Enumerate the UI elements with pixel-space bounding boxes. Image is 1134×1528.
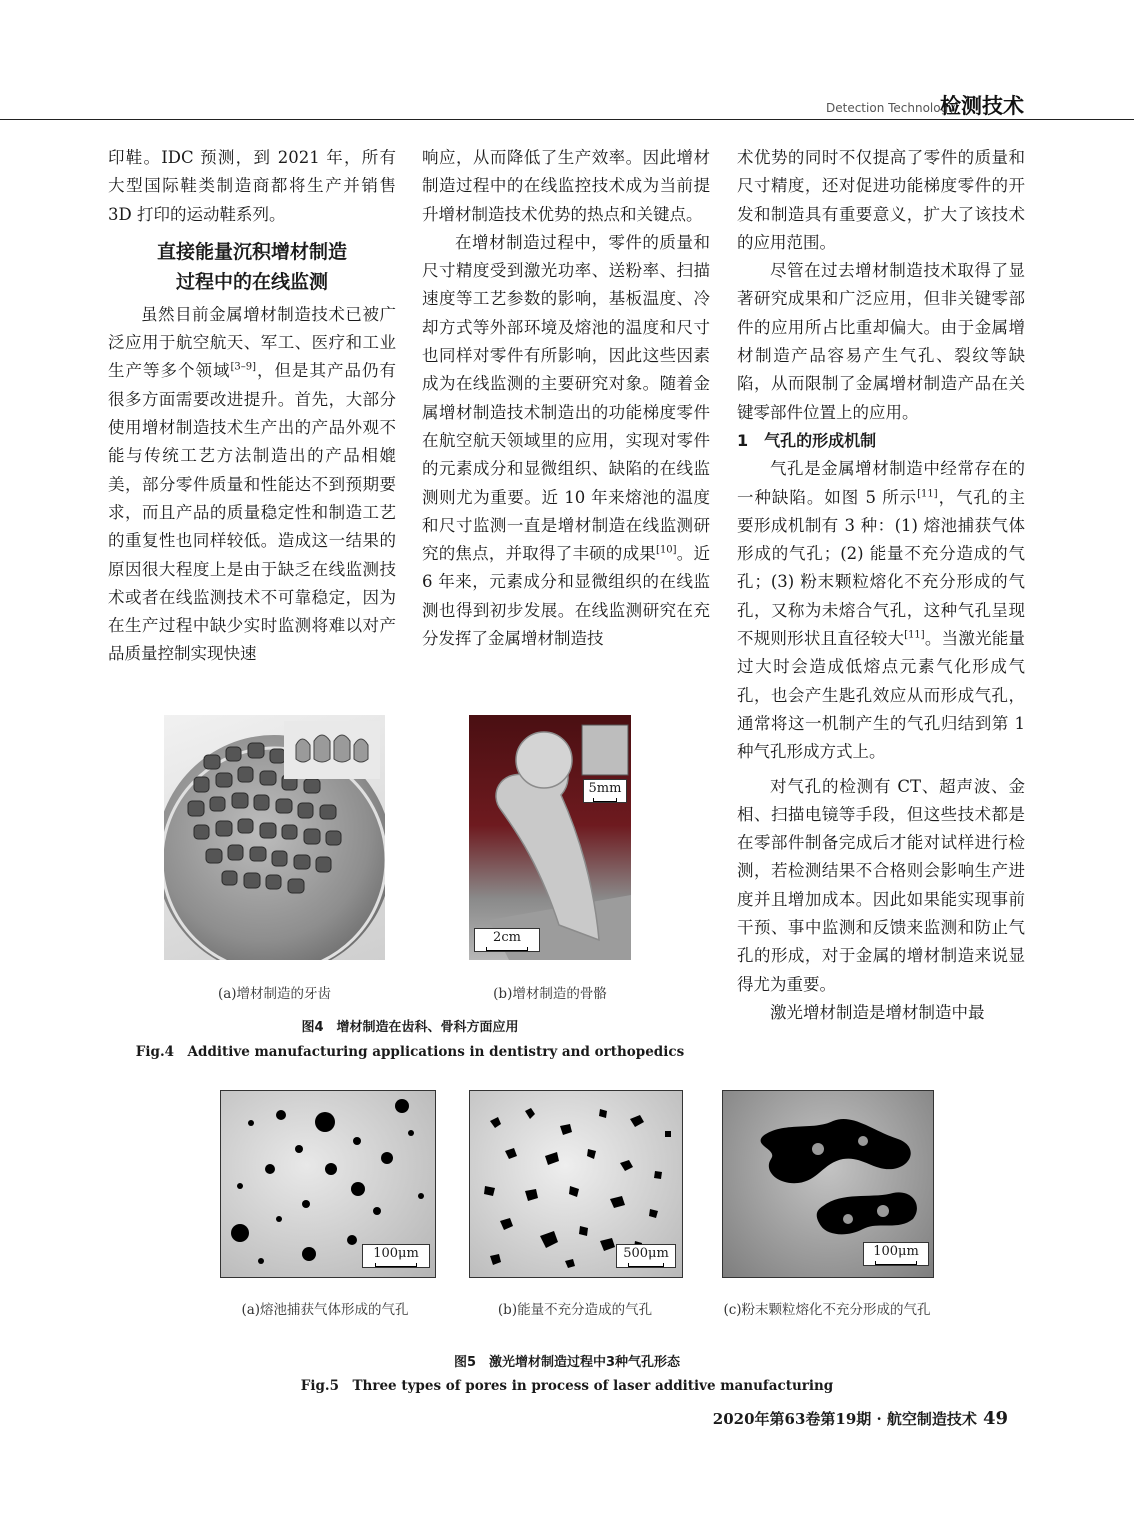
paragraph: 响应，从而降低了生产效率。因此增材制造过程中的在线监控技术成为当前提升增材制造技术优势的热点和关键点。 [422, 148, 710, 224]
subsection-title: 1 气孔的形成机制 [737, 430, 877, 450]
fig5a-caption: (a)熔池捕获气体形成的气孔 [241, 1302, 409, 1318]
fig5a-pores-image [220, 1090, 436, 1278]
paragraph: 对气孔的检测有 CT、超声波、金相、扫描电镜等手段，但这些技术都是在零部件制备完成后才能对试样进行检测，若检测结果不合格则会影响生产进度并且增加成本。因此如果能实现事前干预、事中监测和反馈来监测和防止气孔的形成，对于金属的增材制造来说显得尤为重要。 [737, 776, 1025, 994]
fig5b-scalebar: 500μm [616, 1244, 676, 1268]
page-number: 49 [982, 1408, 1008, 1429]
paragraph: 尽管在过去增材制造技术取得了显著研究成果和广泛应用，但非关键零部件的应用所占比重却偏大。由于金属增材制造产品容易产生气孔、裂纹等缺陷，从而限制了金属增材制造产品在关键零部件位置上的应用。 [737, 261, 1025, 422]
fig5c-pores-image [722, 1090, 934, 1278]
fig4b-caption: (b)增材制造的骨骼 [493, 986, 607, 1002]
header-section-en: Detection Technology [826, 101, 956, 115]
fig5-title-en: Fig.5 Three types of pores in process of laser additive manufacturing [300, 1378, 834, 1394]
paragraph: 虽然目前金属增材制造技术已被广泛应用于航空航天、军工、医疗和工业生产等多个领域[3–9]，但是其产品仍有很多方面需要改进提升。首先，大部分使用增材制造技术生产出的产品外观不能与传统工艺方法制造出的产品相媲美，部分零件质量和性能达不到预期要求，而且产品的质量稳定性和制造工艺的重复性也同样较低。造成这一结果的原因很大程度上是由于缺乏在线监测技术或者在线监测技术不可靠稳定，因为在生产过程中缺少实时监测将难以对产品质量控制实现快速 [108, 304, 397, 664]
header-rule [0, 119, 1134, 120]
citation: [3–9] [230, 361, 257, 373]
citation: [11] [917, 488, 938, 500]
fig4a-caption: (a)增材制造的牙齿 [217, 986, 332, 1002]
fig5c-scalebar: 100μm [863, 1242, 929, 1266]
fig4-title-en: Fig.4 Additive manufacturing applications in dentistry and orthopedics [135, 1044, 685, 1060]
fig5-title-cn: 图5 激光增材制造过程中3种气孔形态 [453, 1355, 681, 1370]
page-footer [713, 1408, 1008, 1429]
text-column-1 [108, 144, 396, 669]
journal-info: 2020年第63卷第19期 · 航空制造技术 [712, 1410, 977, 1428]
section-title: 直接能量沉积增材制造 过程中的在线监测 [156, 240, 347, 293]
fig5b-caption: (b)能量不充分造成的气孔 [497, 1302, 653, 1318]
fig5c-caption: (c)粉末颗粒熔化不充分形成的气孔 [723, 1302, 931, 1318]
fig4a-teeth-photo [164, 715, 385, 960]
fig4-title-cn: 图4 增材制造在齿科、骨科方面应用 [301, 1020, 519, 1035]
fig4b-scalebar-bottom: 2cm [474, 928, 540, 952]
header-section-cn: 检测技术 [940, 94, 1024, 118]
fig4b-scalebar-top: 5mm [583, 779, 627, 803]
paragraph: 术优势的同时不仅提高了零件的质量和尺寸精度，还对促进功能梯度零件的开发和制造具有重要意义，扩大了该技术的应用范围。 [737, 148, 1025, 252]
paragraph: 印鞋。IDC 预测，到 2021 年，所有大型国际鞋类制造商都将生产并销售 3D 打印的运动鞋系列。 [108, 148, 396, 224]
fig5b-pores-image [469, 1090, 683, 1278]
citation: [11] [904, 629, 925, 641]
text-column-3 [737, 144, 1025, 1027]
paragraph: 气孔是金属增材制造中经常存在的一种缺陷。如图 5 所示[11]，气孔的主要形成机制有 3 种：(1) 熔池捕获气体形成的气孔；(2) 能量不充分造成的气孔；(3) 粉末颗粒熔化不充分形成的气孔，又称为未熔合气孔，这种气孔呈现不规则形状且直径较大[11]。当激光能量过大时会造成低熔点元素气化形成气孔，也会产生匙孔效应从而形成气孔，通常将这一机制产生的气孔归结到第 1 种气孔形成方式上。 [737, 459, 1026, 762]
fig5a-scalebar: 100μm [362, 1244, 430, 1268]
paragraph: 在增材制造过程中，零件的质量和尺寸精度受到激光功率、送粉率、扫描速度等工艺参数的影响，基板温度、冷却方式等外部环境及熔池的温度和尺寸也同样对零件有所影响，因此这些因素成为在线监测的主要研究对象。随着金属增材制造技术制造出的功能梯度零件在航空航天领域里的应用，实现对零件的元素成分和显微组织、缺陷的在线监测则尤为重要。近 10 年来熔池的温度和尺寸监测一直是增材制造在线监测研究的焦点，并取得了丰硕的成果[10]。近 6 年来，元素成分和显微组织的在线监测也得到初步发展。在线监测研究在充分发挥了金属增材制造技 [422, 232, 711, 649]
fig4b-bone-photo [469, 715, 631, 960]
citation: [10] [656, 544, 677, 556]
paragraph: 激光增材制造是增材制造中最 [770, 1002, 985, 1022]
text-column-2 [422, 144, 710, 653]
